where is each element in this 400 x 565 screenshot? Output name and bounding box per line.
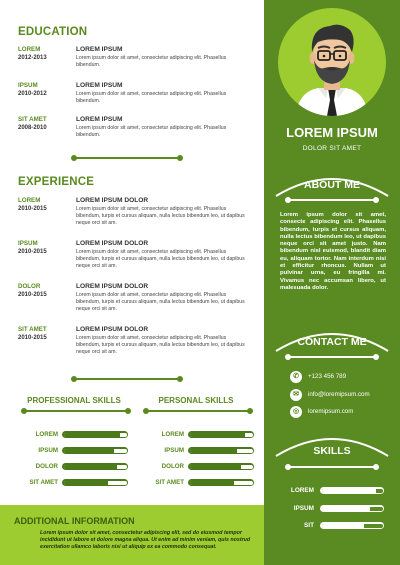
entry-heading: LOREM IPSUM: [76, 82, 123, 89]
skill-row: [18, 478, 138, 488]
skill-bar-fill: [64, 449, 114, 453]
sidebar-skill-bar-fill: [322, 507, 371, 511]
section-divider: [74, 378, 180, 380]
entry-years: 2008-2010: [18, 125, 47, 131]
avatar: [278, 8, 386, 116]
entry-description: Lorem ipsum dolor sit amet, consectetur adipiscing elit. Phasellus bibendum, turpis et cursus aliquam, nulla lectus bibendum leo, ut dapibus neque orci sit am.: [76, 249, 245, 269]
contact-email-text: info@loremipsum.com: [308, 391, 370, 398]
contact-website-text: loremipsum.com: [308, 408, 354, 415]
sidebar-skill-label: SIT: [304, 522, 314, 529]
additional-info-text: Lorem ipsum dolor sit amet, consectetur adipiscing elit, sed do eiusmod tempor incididunt ut labore et dolore magna aliqua. Ut enim ad minim veniam, quis nostrud exercitation ullamco laboris nisi ut aliquip ex ea commodo consequat.: [40, 530, 251, 550]
mail-icon: ✉: [290, 389, 302, 401]
skill-row: [18, 462, 138, 472]
skill-bar-fill: [64, 433, 121, 437]
sidebar-skill-bar: [320, 522, 384, 529]
entry-heading: LOREM IPSUM DOLOR: [76, 240, 149, 247]
entry-label: SIT AMET: [18, 326, 47, 333]
skill-bar-fill: [190, 465, 242, 469]
profile-name: LOREM IPSUM: [286, 125, 378, 140]
skill-label: SIT AMET: [29, 479, 58, 486]
skill-bar-fill: [64, 465, 118, 469]
skills-divider: [288, 466, 376, 468]
entry-years: 2010-2012: [18, 91, 47, 97]
skills-title: SKILLS: [313, 445, 351, 457]
skill-row: [18, 430, 138, 440]
skill-row: [18, 446, 138, 456]
entry-description: Lorem ipsum dolor sit amet, consectetur adipiscing elit. Phasellus bibendum.: [76, 91, 227, 104]
skills-divider: [24, 410, 128, 412]
skill-label: DOLOR: [161, 463, 184, 470]
skill-bar-fill: [190, 481, 234, 485]
skill-bar: [62, 479, 128, 486]
skill-label: IPSUM: [164, 447, 184, 454]
skill-bar: [188, 463, 254, 470]
entry-label: DOLOR: [18, 283, 41, 290]
entry-heading: LOREM IPSUM DOLOR: [76, 283, 149, 290]
skill-bar-fill: [64, 481, 108, 485]
additional-info-title: ADDITIONAL INFORMATION: [14, 516, 135, 526]
skill-row: [142, 430, 262, 440]
skill-bar: [188, 447, 254, 454]
about-title: ABOUT ME: [304, 179, 360, 191]
entry-years: 2010-2015: [18, 335, 47, 341]
entry-label: IPSUM: [18, 240, 38, 247]
entry-heading: LOREM IPSUM DOLOR: [76, 326, 149, 333]
man-avatar-icon: [278, 8, 386, 116]
sidebar-skill-bar: [320, 487, 384, 494]
skill-label: LOREM: [161, 431, 184, 438]
entry-years: 2010-2015: [18, 249, 47, 255]
entry-years: 2012-2013: [18, 55, 47, 61]
sidebar-skill-label: LOREM: [290, 487, 314, 494]
skill-row: [142, 462, 262, 472]
entry-heading: LOREM IPSUM DOLOR: [76, 197, 149, 204]
skills-divider: [146, 410, 250, 412]
skill-label: LOREM: [35, 431, 58, 438]
entry-description: Lorem ipsum dolor sit amet, consectetur adipiscing elit. Phasellus bibendum.: [76, 55, 227, 68]
skill-row: [142, 446, 262, 456]
sidebar-skill-row: [278, 486, 388, 496]
profile-job-title: DOLOR SIT AMET: [302, 145, 362, 152]
skill-bar: [62, 463, 128, 470]
education-title: EDUCATION: [18, 26, 88, 38]
sidebar: [264, 0, 400, 565]
sidebar-skill-row: [278, 521, 388, 531]
entry-years: 2010-2015: [18, 206, 47, 212]
skill-bar-fill: [190, 449, 237, 453]
skill-label: DOLOR: [35, 463, 58, 470]
contact-divider: [288, 356, 376, 358]
phone-icon: ✆: [290, 371, 302, 383]
skill-label: IPSUM: [38, 447, 58, 454]
skill-bar: [188, 479, 254, 486]
skill-bar: [188, 431, 254, 438]
sidebar-skill-label: IPSUM: [293, 505, 314, 512]
about-text: Lorem ipsum dolor sit amet, consecte adipiscing elit. Phasellus bibendum, turpis et cursus aliquam, nulla lectus bibendum leo, ut dapibus neque orci sit amet justo. Nam bibendum nisl euismod, blandit diam eu, aliquam tortor. Nam interdum nisi et efficitur rhoncus. Nullam ut pulvinar urna, eu fringilla mi. Vivamus nec accumsan libero, ut malesuada dolor.: [280, 212, 386, 291]
entry-description: Lorem ipsum dolor sit amet, consectetur adipiscing elit. Phasellus bibendum, turpis et cursus aliquam, nulla lectus bibendum leo, ut dapibus neque orci sit am.: [76, 206, 245, 226]
sidebar-skill-bar: [320, 505, 384, 512]
personal-skills-title: PERSONAL SKILLS: [158, 396, 234, 405]
entry-heading: LOREM IPSUM: [76, 116, 123, 123]
entry-label: SIT AMET: [18, 116, 47, 123]
entry-description: Lorem ipsum dolor sit amet, consectetur adipiscing elit. Phasellus bibendum, turpis et cursus aliquam, nulla lectus bibendum leo, ut dapibus neque orci sit am.: [76, 292, 245, 312]
entry-label: IPSUM: [18, 82, 38, 89]
sidebar-skill-bar-fill: [322, 524, 365, 528]
contact-phone-text: +123 456 789: [308, 373, 347, 380]
skill-bar: [62, 431, 128, 438]
web-icon: ◎: [290, 406, 302, 418]
section-divider: [74, 157, 180, 159]
skill-bar-fill: [190, 433, 245, 437]
entry-label: LOREM: [18, 46, 41, 53]
sidebar-skill-bar-fill: [322, 489, 377, 493]
skill-label: SIT AMET: [155, 479, 184, 486]
about-divider: [288, 199, 376, 201]
additional-info-band: [0, 505, 264, 565]
sidebar-skill-row: [278, 504, 388, 514]
skill-bar: [62, 447, 128, 454]
experience-title: EXPERIENCE: [18, 176, 95, 188]
entry-description: Lorem ipsum dolor sit amet, consectetur adipiscing elit. Phasellus bibendum.: [76, 125, 227, 138]
entry-heading: LOREM IPSUM: [76, 46, 123, 53]
entry-years: 2010-2015: [18, 292, 47, 298]
entry-label: LOREM: [18, 197, 41, 204]
skill-row: [142, 478, 262, 488]
contact-title: CONTACT ME: [297, 336, 367, 348]
professional-skills-title: PROFESSIONAL SKILLS: [27, 396, 121, 405]
entry-description: Lorem ipsum dolor sit amet, consectetur adipiscing elit. Phasellus bibendum, turpis et cursus aliquam, nulla lectus bibendum leo, ut dapibus neque orci sit am.: [76, 335, 245, 355]
